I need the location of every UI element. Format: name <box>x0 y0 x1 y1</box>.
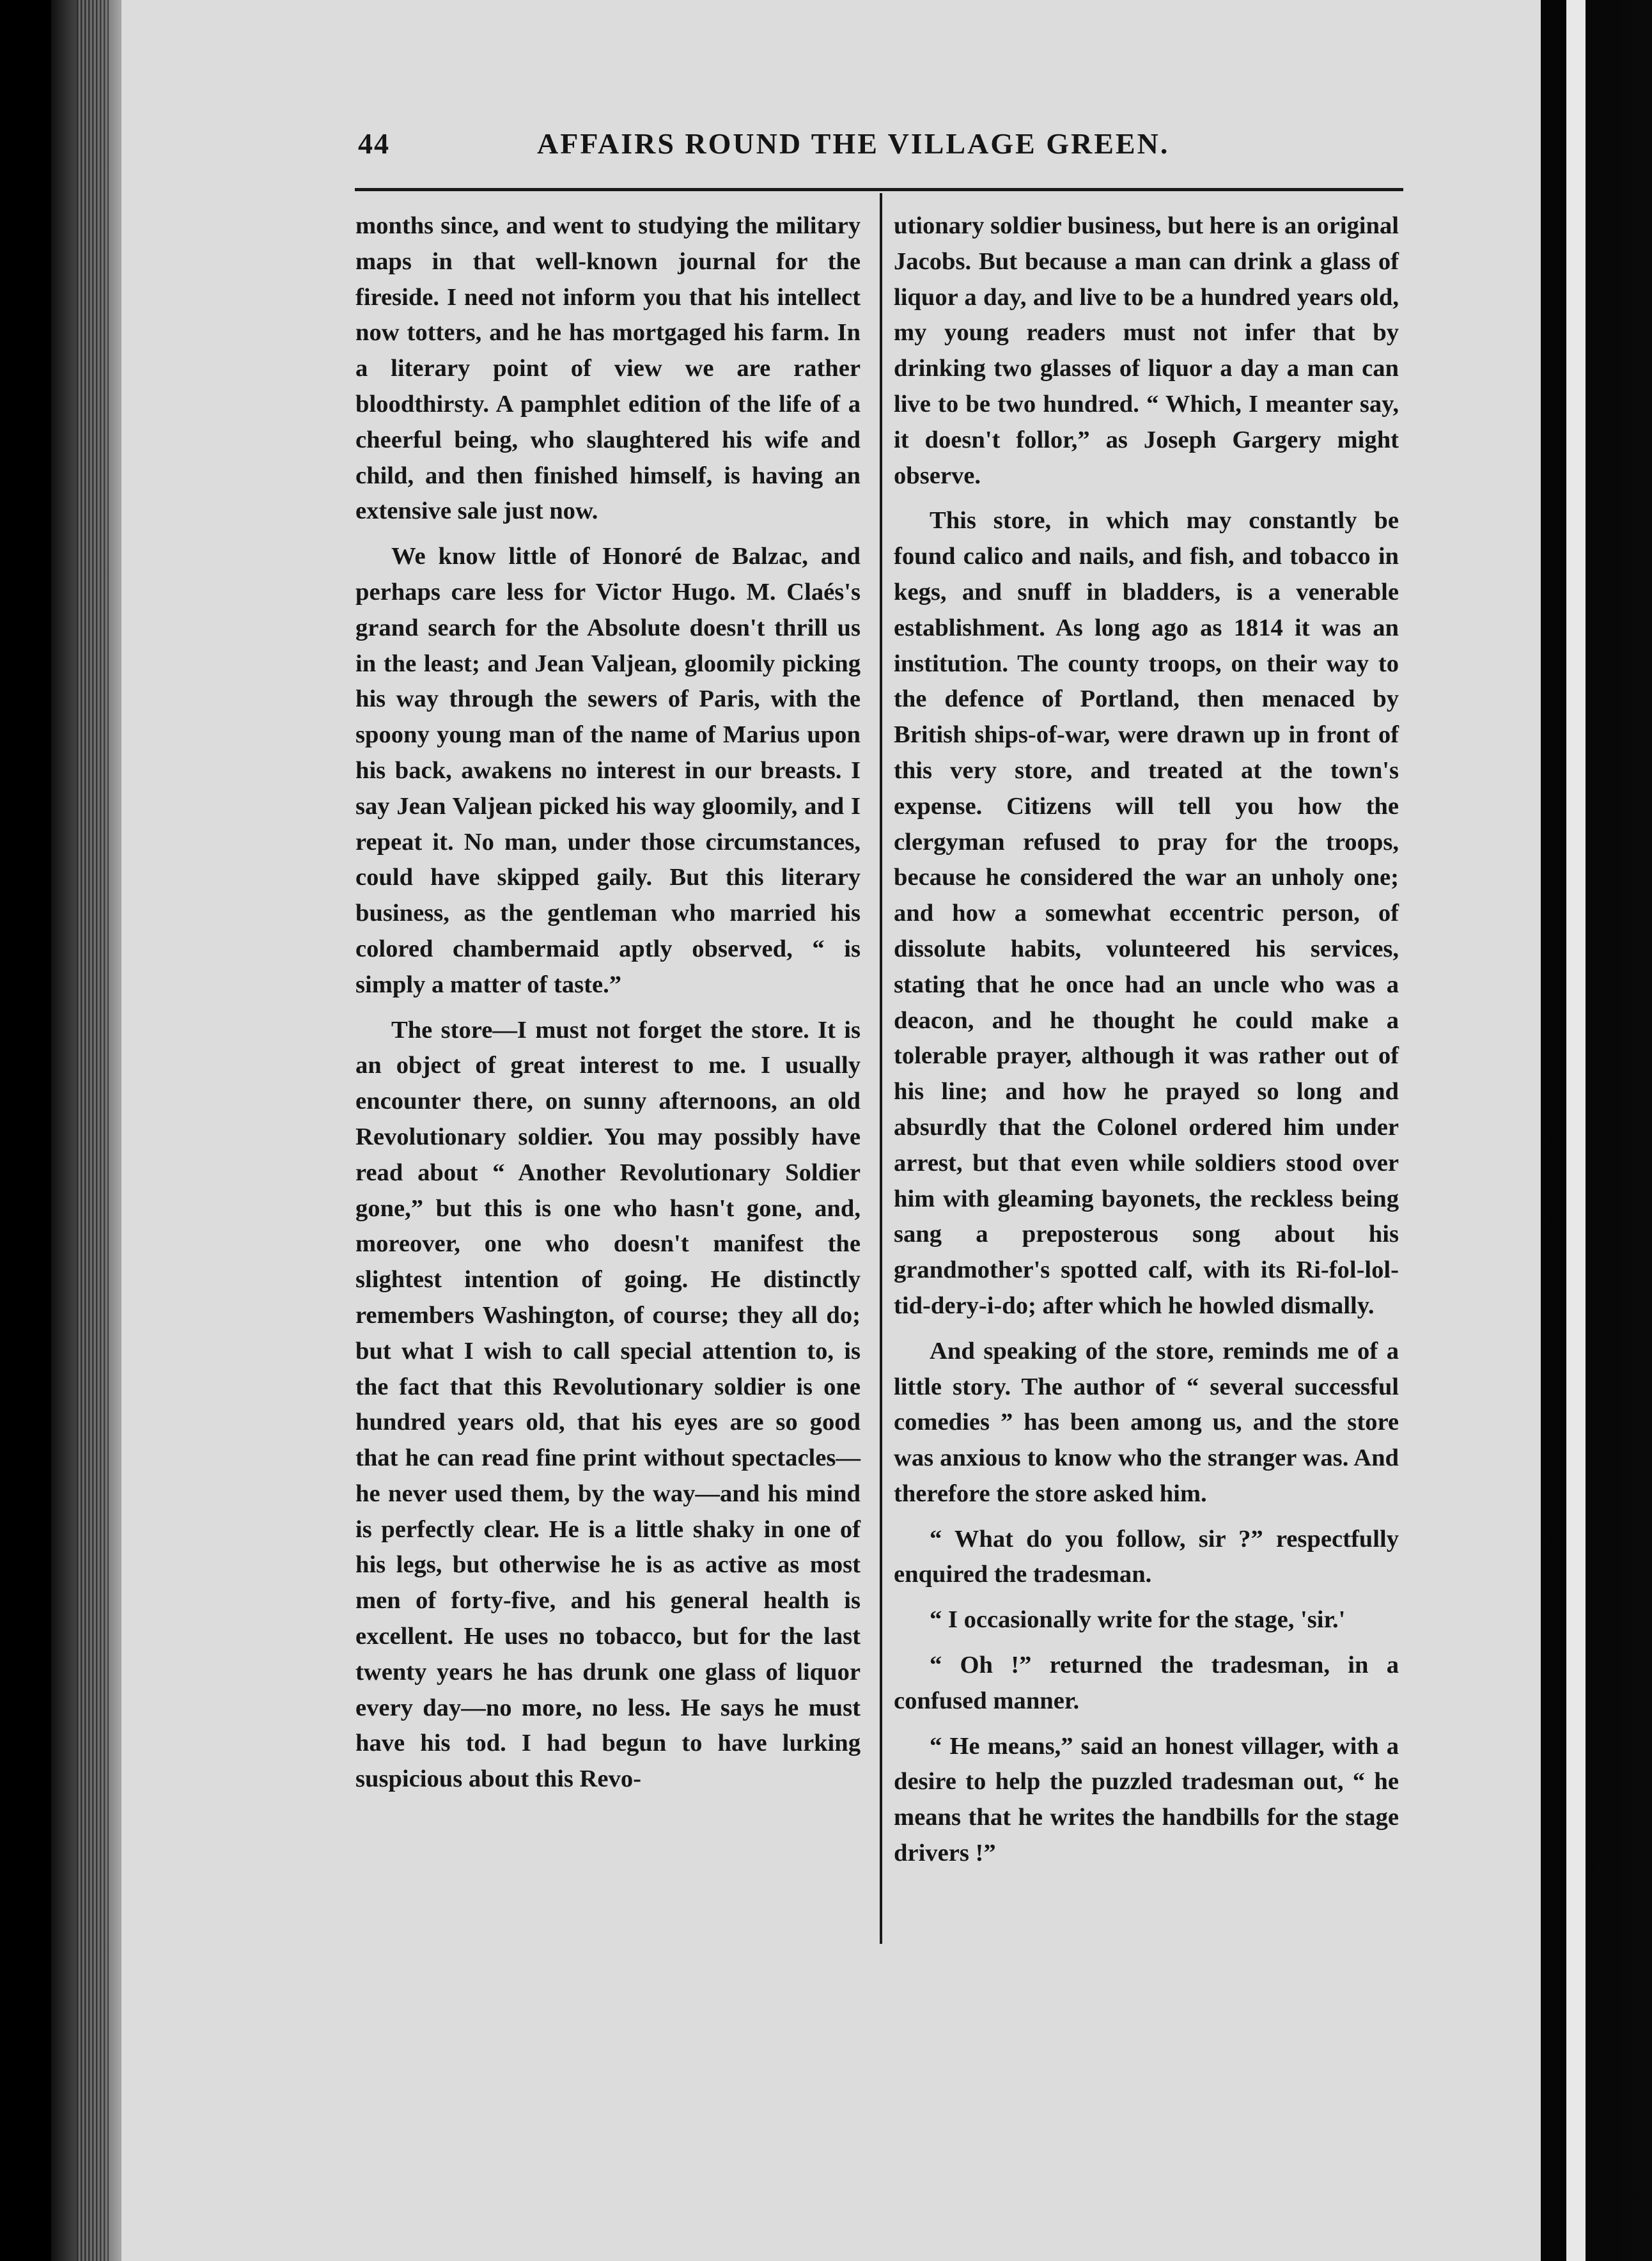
paragraph: This store, in which may constantly be found calico and nails, and fish, and tobacco in kegs, and snuff in bladders, is a venerable establishment. As long ago as 1814 it was an institution. The county troops, on their way to the defence of Portland, then menaced by British ships-of-war, were drawn up in front of this very store, and treated at the town's expense. Citizens will tell you how the clergyman refused to pray for the troops, because he considered the war an unholy one; and how a somewhat eccentric person, of dissolute habits, volunteered his services, stating that he once had an uncle who was a deacon, and he thought he could make a tolerable prayer, although it was rather out of his line; and how he prayed so long and absurdly that the Colonel ordered him under arrest, but that even while soldiers stood over him with gleaming bayonets, the reckless being sang a preposterous song about his grandmother's spotted calf, with its Ri-fol-lol-tid-dery-i-do; after which he howled dismally. <box>894 507 1399 1319</box>
paragraph: “ What do you follow, sir ?” respectfully enquired the tradesman. <box>894 1525 1399 1588</box>
column-divider <box>880 193 882 1944</box>
running-head <box>358 127 1407 178</box>
paragraph: utionary soldier business, but here is an original Jacobs. But because a man can drink a glass of liquor a day, and live to be a hundred years old, my young readers must not infer that by drinking two glasses of liquor a day a man can live to be two hundred. “ Which, I meanter say, it doesn't follor,” as Joseph Gargery might observe. <box>894 212 1399 489</box>
page-number: 44 <box>358 127 390 160</box>
header-rule <box>355 188 1403 191</box>
right-column <box>894 208 1399 1881</box>
paragraph: months since, and went to studying the military maps in that well-known journal for the fireside. I need not inform you that his intellect now totters, and he has mortgaged his farm. In a literary point of view we are rather bloodthirsty. A pamphlet edition of the life of a cheerful being, who slaughtered his wife and child, and then finished himself, is having an extensive sale just now. <box>355 212 861 525</box>
paragraph: And speaking of the store, reminds me of a little story. The author of “ several successful comedies ” has been among us, and the store was anxious to know who the stranger was. And therefore the store asked him. <box>894 1337 1399 1507</box>
paragraph: We know little of Honoré de Balzac, and perhaps care less for Victor Hugo. M. Claés's grand search for the Absolute doesn't thrill us in the least; and Jean Valjean, gloomily picking his way through the sewers of Paris, with the spoony young man of the name of Marius upon his back, awakens no interest in our breasts. I say Jean Valjean picked his way gloomily, and I repeat it. No man, under those circumstances, could have skipped gaily. But this literary business, as the gentleman who married his colored chambermaid aptly observed, “ is simply a matter of taste.” <box>355 543 861 998</box>
page-edges <box>77 0 109 2261</box>
paragraph: The store—I must not forget the store. It is an object of great interest to me. I usually encounter there, on sunny afternoons, an old Revolutionary soldier. You may possibly have read about “ Another Revolutionary Soldier gone,” but this is one who hasn't gone, and, moreover, one who doesn't manifest the slightest intention of going. He distinctly remembers Washington, of course; they all do; but what I wish to call special attention to, is the fact that this Revolutionary soldier is one hundred years old, that his eyes are so good that he can read fine print without spectacles—he never used them, by the way—and his mind is perfectly clear. He is a little shaky in one of his legs, but otherwise he is as active as most men of forty-five, and his general health is excellent. He uses no tobacco, but for the last twenty years he has drunk one glass of liquor every day—no more, no less. He says he must have his tod. I had begun to have lurking suspicious about this Revo- <box>355 1016 861 1793</box>
scan-border-right <box>1541 0 1652 2261</box>
left-column <box>355 208 861 1807</box>
paragraph: “ I occasionally write for the stage, 'sir.' <box>930 1606 1346 1634</box>
paragraph: “ Oh !” returned the tradesman, in a confused manner. <box>894 1652 1399 1714</box>
page-title: AFFAIRS ROUND THE VILLAGE GREEN. <box>537 127 1170 160</box>
paragraph: “ He means,” said an honest villager, with a desire to help the puzzled tradesman out, “ he means that he writes the handbills for the stage drivers !” <box>894 1732 1399 1867</box>
facing-page-edge <box>1566 0 1586 2261</box>
